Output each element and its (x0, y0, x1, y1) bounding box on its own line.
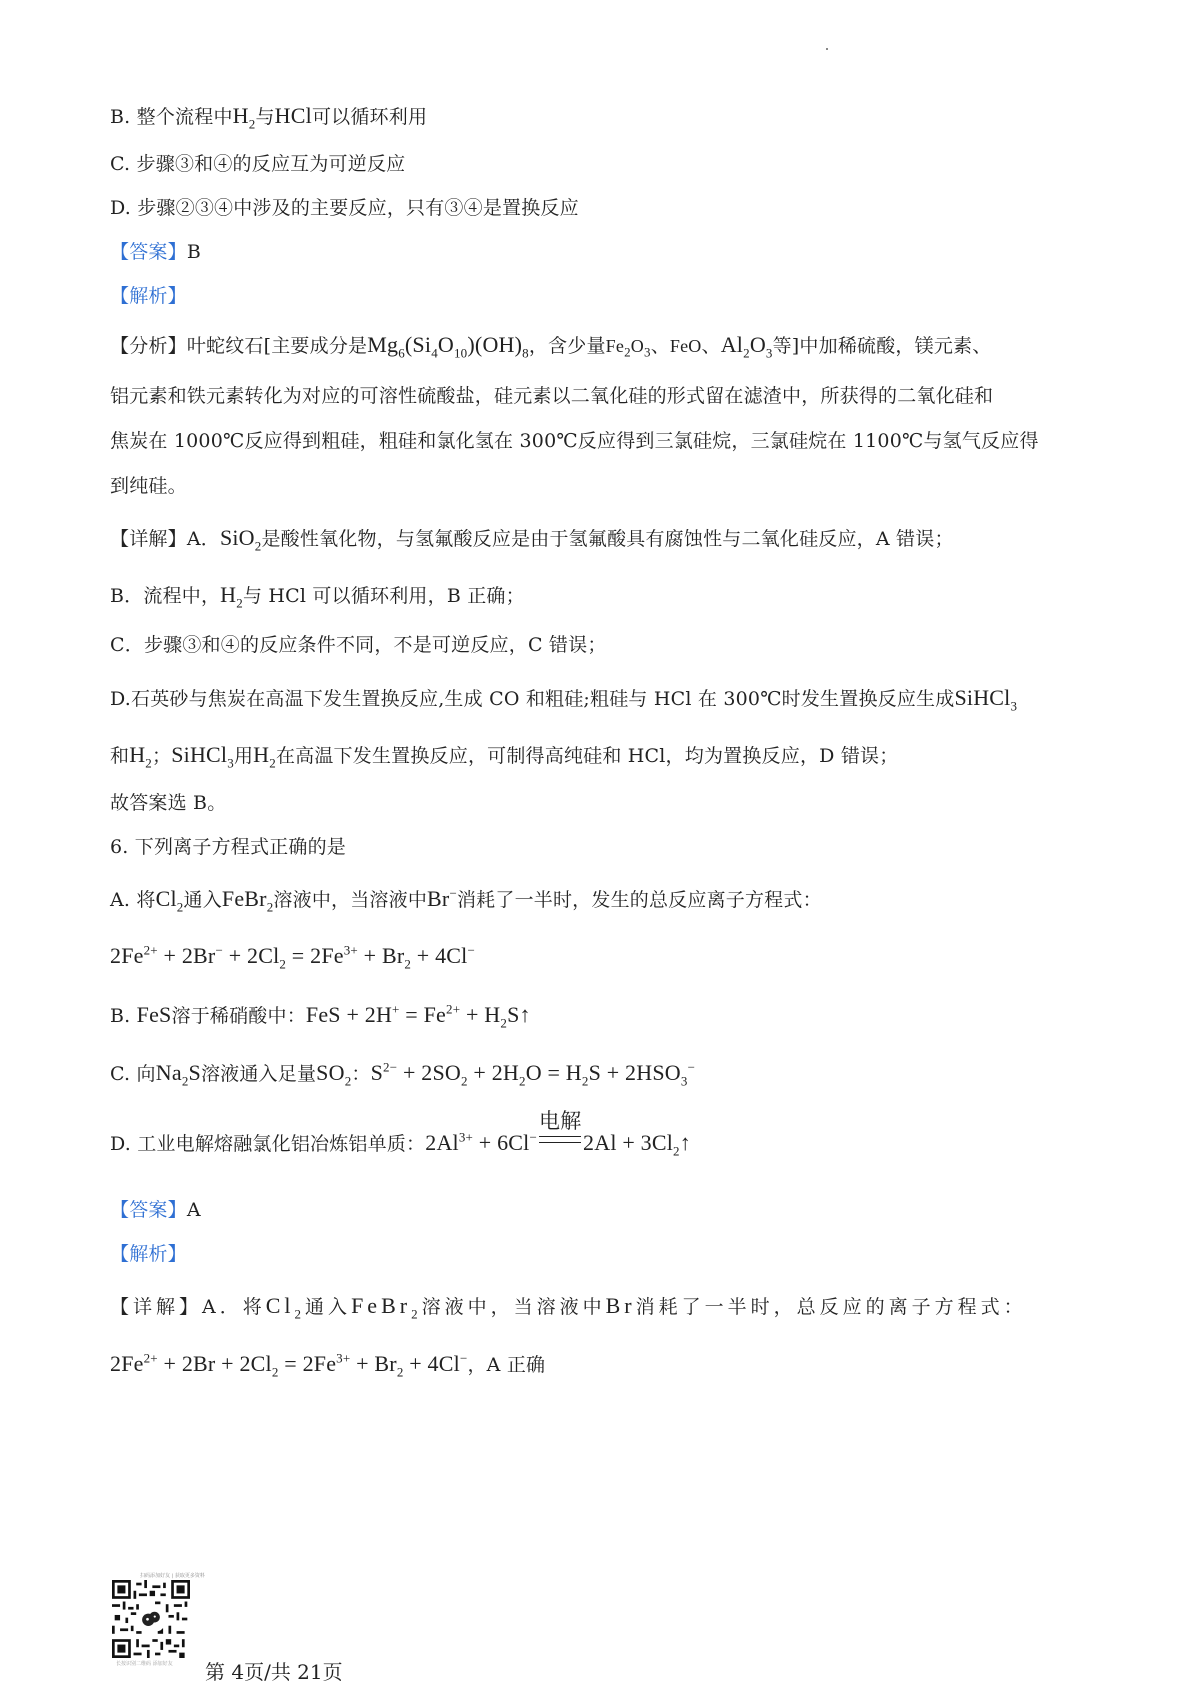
qr-caption-bottom: 长按识别二维码 添加好友 (116, 1661, 173, 1667)
analysis-1-tag: 【解析】 (110, 285, 187, 307)
analysis-2-tag: 【解析】 (110, 1243, 187, 1265)
fenxi-line-1: 【分析】叶蛇纹石[主要成分是$Mg_6(Si_4O_{10})(OH)_8$，含少量$Fe_2O_3$、FeO、$Al_2O_3$等]中加稀硫酸，镁元素、 (110, 332, 992, 361)
question-6-option-a-equation: $2Fe^{2+} + 2Br^- + 2Cl_2 = 2Fe^{3+} + Br_2 + 4Cl^-$ (110, 942, 476, 972)
fenxi-line-4: 到纯硅。 (110, 475, 187, 497)
conclusion-1: 故答案选 B。 (110, 792, 227, 814)
detail-b: B．流程中，$H_2$与 HCl 可以循环利用，B 正确； (110, 582, 525, 611)
question-6-option-d: D. 工业电解熔融氯化铝冶炼铝单质：$2Al^{3+} + 6Cl^-$ 电解 $2Al + 3Cl_2↑$ (110, 1108, 691, 1159)
detail-a: 【详解】A．SiO$_2$是酸性氧化物，与氢氟酸反应是由于氢氟酸具有腐蚀性与二氧化硅反应，A 错误； (110, 525, 954, 554)
question-6-option-a: A. 将$Cl_2$通入FeBr$_2$溶液中，当溶液中Br−消耗了一半时，发生的总反应离子方程式： (110, 885, 822, 915)
qr-code-icon (112, 1580, 190, 1658)
option-c-prev: C. 步骤③和④的反应互为可逆反应 (110, 153, 406, 175)
analysis-2-equation: $2Fe^{2+} + 2Br + 2Cl_2 = 2Fe^{3+} + Br_2 + 4Cl^-$，A 正确 (110, 1350, 546, 1380)
answer-1: 【答案】B (110, 241, 201, 263)
question-6-stem: 6. 下列离子方程式正确的是 (110, 836, 346, 858)
fenxi-line-3: 焦炭在 1000℃反应得到粗硅，粗硅和氯化氢在 300℃反应得到三氯硅烷，三氯硅烷在 1100℃与氢气反应得 (110, 430, 1039, 452)
electrolysis-sign: 电解 (539, 1134, 581, 1157)
question-6-option-c: C. 向$Na_2S$溶液通入足量$SO_2$：$S^{2-} + 2SO_2 + 2H_2O = H_2S + 2HSO_3^-$ (110, 1059, 696, 1089)
detail-c: C．步骤③和④的反应条件不同，不是可逆反应，C 错误； (110, 634, 607, 656)
fenxi-line-2: 铝元素和铁元素转化为对应的可溶性硫酸盐，硅元素以二氧化硅的形式留在滤渣中，所获得的二氧化硅和 (110, 385, 994, 407)
answer-2: 【答案】A (110, 1199, 201, 1221)
detail-d-2: 和$H_2$；SiHCl$_3$用$H_2$在高温下发生置换反应，可制得高纯硅和 HCl，均为置换反应，D 错误； (110, 742, 899, 771)
option-b-prev: B. 整个流程中$H_2$与HCl可以循环利用 (110, 103, 428, 132)
detail-d-1: D.石英砂与焦炭在高温下发生置换反应,生成 CO 和粗硅;粗硅与 HCl 在 300℃时发生置换反应生成SiHCl$_3$ (110, 685, 1018, 714)
option-d-prev: D. 步骤②③④中涉及的主要反应，只有③④是置换反应 (110, 197, 579, 219)
analysis-2-detail: 【详解】A．将$Cl_2$通入FeBr$_2$溶液中，当溶液中Br消耗了一半时，总反应的离子方程式： (110, 1293, 1027, 1322)
stray-dot (826, 48, 828, 50)
page-number: 第 4页/共 21页 (205, 1660, 343, 1684)
qr-caption-top: 扫码添加好友 | 获取更多资料 (140, 1573, 205, 1579)
question-6-option-b: B. FeS溶于稀硝酸中：FeS + $2H^+ = Fe^{2+}$ + $H_2S↑$ (110, 1001, 531, 1031)
